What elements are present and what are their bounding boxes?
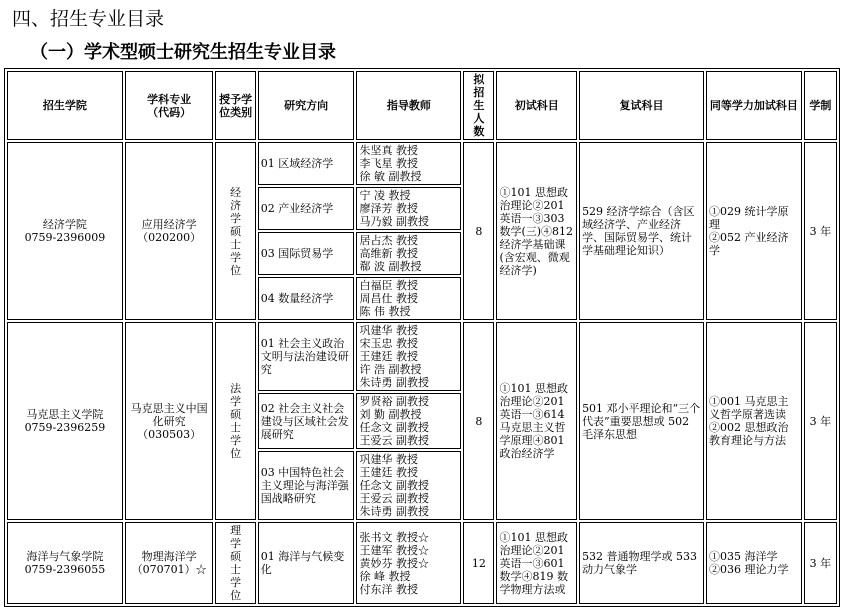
advisors-cell: 居占杰 教授 高维新 教授 郗 波 副教授 — [356, 232, 461, 275]
subsection-title: （一）学术型硕士研究生招生专业目录 — [30, 42, 336, 63]
enrollment-cell: 8 — [463, 322, 494, 520]
header-direction: 研究方向 — [258, 71, 355, 140]
major-cell: 马克思主义中国化研究 （030503） — [125, 322, 214, 520]
advisors-cell: 巩建华 教授 宋玉忠 教授 王建廷 教授 许 浩 副教授 朱诗勇 副教授 — [356, 322, 461, 391]
advisors-cell: 宁 凌 教授 廖泽芳 教授 马乃毅 副教授 — [356, 187, 461, 230]
exam-retest-cell: 529 经济学综合（含区域经济学、产业经济学、国际贸易学、统计学基础理论知识） — [579, 142, 704, 320]
section-title: 四、招生专业目录 — [12, 8, 165, 30]
advisors-cell: 朱坚真 教授 李飞星 教授 徐 敏 副教授 — [356, 142, 461, 185]
advisors-cell: 罗贤裕 副教授 刘 勤 副教授 任念文 副教授 王爱云 副教授 — [356, 393, 461, 449]
header-exam-retest: 复试科目 — [579, 71, 704, 140]
equiv-exam-cell: ①029 统计学原理 ②052 产业经济学 — [706, 142, 802, 320]
advisors-cell: 白福臣 教授 周昌仕 教授 陈 伟 教授 — [356, 277, 461, 320]
direction-cell: 01 区域经济学 — [258, 142, 355, 185]
enrollment-cell: 12 — [463, 522, 494, 604]
direction-cell: 02 社会主义社会建设与区域社会发展研究 — [258, 393, 355, 449]
header-exam-initial: 初试科目 — [496, 71, 577, 140]
header-college: 招生学院 — [7, 71, 123, 140]
table-row — [7, 142, 837, 185]
direction-cell: 01 海洋与气候变化 — [258, 522, 355, 604]
duration-cell: 3 年 — [804, 142, 837, 320]
table-row — [7, 322, 837, 391]
direction-cell: 03 中国特色社会主义理论与海洋强国战略研究 — [258, 451, 355, 520]
direction-cell: 04 数量经济学 — [258, 277, 355, 320]
header-advisors: 指导教师 — [356, 71, 461, 140]
header-major: 学科专业 （代码） — [125, 71, 214, 140]
table-row — [7, 522, 837, 604]
duration-cell: 3 年 — [804, 522, 837, 604]
advisors-cell: 巩建华 教授 王建廷 教授 任念文 副教授 王爱云 副教授 朱诗勇 副教授 — [356, 451, 461, 520]
degree-cell: 理学硕士学位 — [215, 522, 255, 604]
header-equiv-exam: 同等学力加试科目 — [706, 71, 802, 140]
exam-retest-cell: 501 邓小平理论和“三个代表”重要思想或 502 毛泽东思想 — [579, 322, 704, 520]
duration-cell: 3 年 — [804, 322, 837, 520]
direction-cell: 01 社会主义政治文明与法治建设研究 — [258, 322, 355, 391]
exam-initial-cell: ①101 思想政治理论②201 英语一③303 数学(三)④812 经济学基础课(含宏观、微观经济学) — [496, 142, 577, 320]
header-degree-type: 授予学位类别 — [215, 71, 255, 140]
header-duration: 学制 — [804, 71, 837, 140]
program-table — [4, 68, 840, 607]
college-cell: 海洋与气象学院 0759-2396055 — [7, 522, 123, 604]
equiv-exam-cell: ①001 马克思主义哲学原著选读 ②002 思想政治教育理论与方法 — [706, 322, 802, 520]
degree-cell: 经济学硕士学位 — [215, 142, 255, 320]
degree-cell: 法学硕士学位 — [215, 322, 255, 520]
advisors-cell: 张书文 教授☆ 王建军 教授☆ 黄妙芬 教授☆ 徐 峰 教授 付东洋 教授 — [356, 522, 461, 604]
header-enrollment: 拟招生人数 — [463, 71, 494, 140]
major-cell: 物理海洋学 （070701）☆ — [125, 522, 214, 604]
major-cell: 应用经济学 （020200） — [125, 142, 214, 320]
direction-cell: 03 国际贸易学 — [258, 232, 355, 275]
exam-initial-cell: ①101 思想政治理论②201 英语一③601 数学④819 数学物理方法或 — [496, 522, 577, 604]
exam-retest-cell: 532 普通物理学或 533 动力气象学 — [579, 522, 704, 604]
enrollment-cell: 8 — [463, 142, 494, 320]
header-row — [7, 71, 837, 140]
direction-cell: 02 产业经济学 — [258, 187, 355, 230]
exam-initial-cell: ①101 思想政治理论②201 英语一③614 马克思主义哲学原理④801 政治经济学 — [496, 322, 577, 520]
college-cell: 马克思主义学院 0759-2396259 — [7, 322, 123, 520]
college-cell: 经济学院 0759-2396009 — [7, 142, 123, 320]
equiv-exam-cell: ①035 海洋学 ②036 理论力学 — [706, 522, 802, 604]
